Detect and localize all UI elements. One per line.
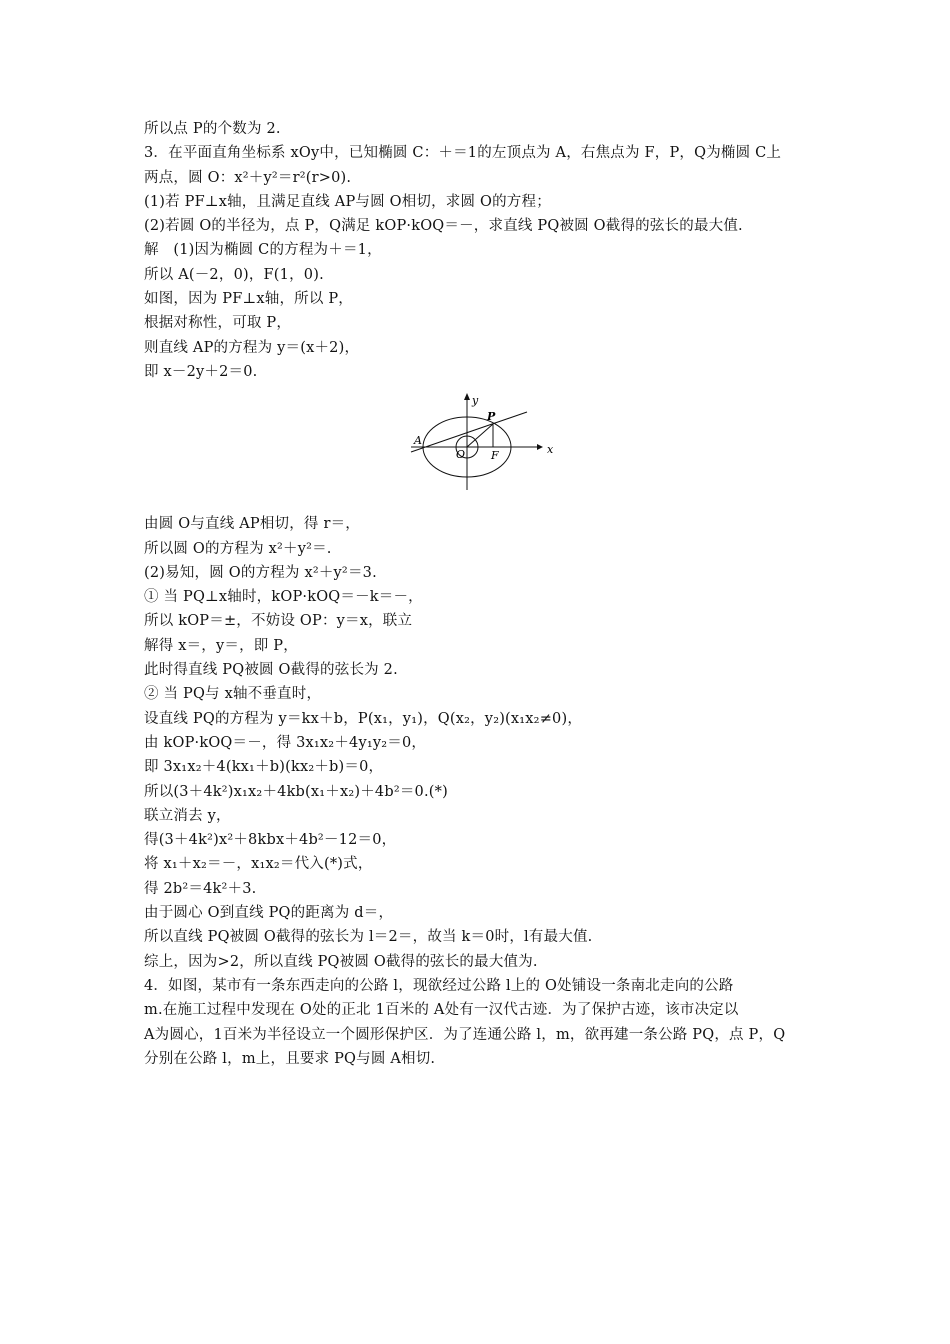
text-line: 即 3x₁x₂＋4(kx₁＋b)(kx₂＋b)＝0， — [144, 759, 384, 776]
text-line: 综上，因为>2，所以直线 PQ被圆 O截得的弦长的最大值为. — [144, 953, 538, 970]
text-line: ② 当 PQ与 x轴不垂直时， — [144, 686, 322, 703]
text-line: 解得 x＝，y＝，即 P， — [144, 637, 298, 654]
text-line: 即 x－2y＋2＝0. — [144, 363, 258, 380]
label-y: y — [472, 394, 479, 408]
text-line: (2)易知，圆 O的方程为 x²＋y²＝3. — [144, 564, 377, 581]
label-f: F — [491, 449, 499, 463]
text-line: 此时得直线 PQ被圆 O截得的弦长为 2. — [144, 662, 398, 679]
text-line: ① 当 PQ⊥x轴时，kOP·kOQ＝－k＝－， — [144, 589, 423, 606]
text-block-top — [144, 117, 816, 384]
text-line: 设直线 PQ的方程为 y＝kx＋b，P(x₁，y₁)，Q(x₂，y₂)(x₁x₂≠0)， — [144, 710, 583, 727]
y-axis-arrow — [464, 393, 470, 400]
text-line: 两点，圆 O：x²＋y²＝r²(r>0). — [144, 169, 352, 186]
text-line: 所以直线 PQ被圆 O截得的弦长为 l＝2＝，故当 k＝0时，l有最大值. — [144, 929, 593, 946]
text-line: (2)若圆 O的半径为，点 P，Q满足 kOP·kOQ＝－，求直线 PQ被圆 O截得的弦长的最大值. — [144, 218, 743, 235]
ellipse-figure — [144, 392, 816, 502]
text-line: 3．在平面直角坐标系 xOy中，已知椭圆 C：＋＝1的左顶点为 A，右焦点为 F，P，Q为椭圆 C上 — [144, 145, 782, 162]
text-line: 将 x₁＋x₂＝－，x₁x₂＝代入(*)式， — [144, 856, 373, 873]
text-line: 由 kOP·kOQ＝－，得 3x₁x₂＋4y₁y₂＝0， — [144, 734, 427, 751]
text-line: 分别在公路 l，m上，且要求 PQ与圆 A相切. — [144, 1050, 436, 1067]
text-line: m.在施工过程中发现在 O处的正北 1百米的 A处有一汉代古迹．为了保护古迹，该市决定以 — [144, 1002, 739, 1019]
text-line: 4．如图，某市有一条东西走向的公路 l，现欲经过公路 l上的 O处铺设一条南北走向的公路 — [144, 977, 734, 994]
text-line: 由圆 O与直线 AP相切，得 r＝， — [144, 516, 360, 533]
text-line: 所以(3＋4k²)x₁x₂＋4kb(x₁＋x₂)＋4b²＝0.(*) — [144, 783, 448, 800]
x-axis-arrow — [537, 444, 543, 450]
text-line: 由于圆心 O到直线 PQ的距离为 d＝， — [144, 905, 394, 922]
label-p: P — [487, 410, 496, 424]
text-line: 所以点 P的个数为 2. — [144, 121, 281, 137]
text-block-bottom — [144, 512, 816, 1071]
text-line: 所以 A(－2，0)，F(1，0). — [144, 266, 324, 283]
ellipse-diagram — [409, 392, 559, 492]
text-line: 则直线 AP的方程为 y＝(x＋2)， — [144, 339, 360, 356]
text-line: 得(3＋4k²)x²＋8kbx＋4b²－12＝0， — [144, 832, 397, 849]
label-a: A — [414, 434, 422, 448]
text-line: 如图，因为 PF⊥x轴，所以 P， — [144, 291, 354, 308]
text-line: 所以圆 O的方程为 x²＋y²＝. — [144, 540, 332, 557]
text-line: 得 2b²＝4k²＋3. — [144, 880, 257, 897]
text-line: A为圆心，1百米为半径设立一个圆形保护区．为了连通公路 l，m，欲再建一条公路 PQ，点 P，Q — [144, 1026, 786, 1043]
text-line: 解 (1)因为椭圆 C的方程为＋＝1， — [144, 242, 382, 259]
label-x: x — [547, 443, 554, 457]
segment-op — [467, 424, 493, 447]
text-line: 根据对称性，可取 P， — [144, 315, 292, 332]
label-o: O — [456, 448, 466, 462]
document-page — [144, 117, 816, 1071]
text-line: 联立消去 y， — [144, 807, 231, 824]
text-line: (1)若 PF⊥x轴，且满足直线 AP与圆 O相切，求圆 O的方程； — [144, 193, 551, 210]
text-line: 所以 kOP＝±，不妨设 OP：y＝x，联立 — [144, 613, 413, 630]
